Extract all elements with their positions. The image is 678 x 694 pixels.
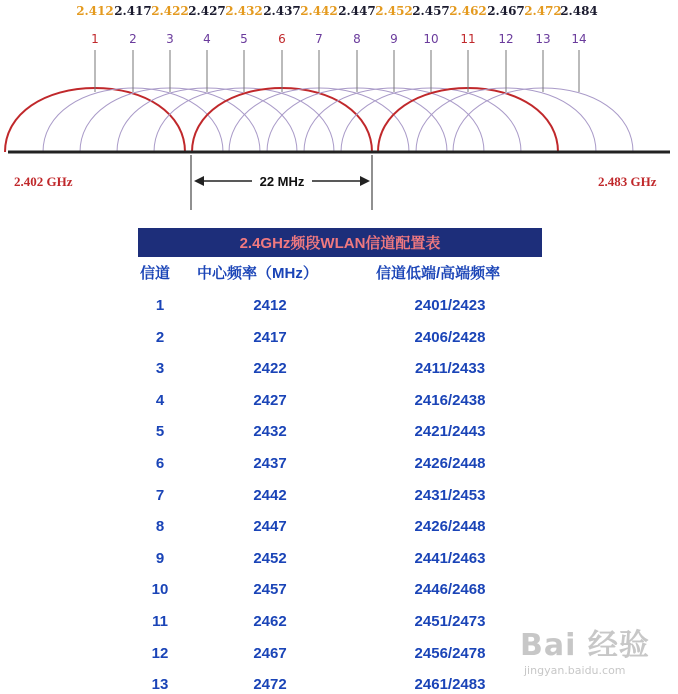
cell-center-frequency: 2452 [253,550,287,567]
cell-channel: 1 [155,297,165,314]
cell-channel: 2 [155,329,165,346]
frequency-label: 2.412 [76,4,114,18]
cell-frequency-range: 2426/2448 [414,455,486,472]
cell-center-frequency: 2432 [253,423,287,440]
header-center-frequency: 中心频率（MHz） [197,265,318,282]
channel-number-labels [91,32,586,46]
frequency-label: 2.457 [412,4,450,18]
baidu-watermark [520,620,670,690]
channel-number: 5 [240,32,248,46]
cell-channel: 5 [155,423,165,440]
cell-channel: 13 [151,676,169,693]
cell-center-frequency: 2472 [253,676,287,693]
cell-center-frequency: 2437 [253,455,287,472]
channel-number: 12 [498,32,514,46]
channel-number: 8 [353,32,361,46]
frequency-label: 2.472 [524,4,562,18]
cell-center-frequency: 2447 [253,518,287,535]
frequency-label: 2.427 [188,4,226,18]
bandwidth-arrowhead-left [194,176,204,186]
channel-number: 7 [315,32,323,46]
cell-center-frequency: 2427 [253,392,287,409]
channel-arcs [5,88,633,152]
channel-number: 3 [166,32,174,46]
bandwidth-arrowhead-right [360,176,370,186]
cell-channel: 8 [155,518,165,535]
cell-center-frequency: 2422 [253,360,287,377]
channel-overlap-diagram [0,0,678,215]
cell-channel: 10 [151,581,169,598]
cell-frequency-range: 2441/2463 [414,550,486,567]
cell-channel: 11 [152,613,168,630]
cell-center-frequency: 2457 [253,581,287,598]
cell-frequency-range: 2411/2433 [414,360,486,377]
frequency-label: 2.442 [300,4,338,18]
frequency-label: 2.484 [560,4,598,18]
cell-channel: 4 [155,392,165,409]
cell-channel: 6 [155,455,165,472]
cell-channel: 12 [151,645,169,662]
bandwidth-label: 22 MHz [259,174,305,189]
cell-frequency-range: 2426/2448 [414,518,486,535]
cell-frequency-range: 2451/2473 [414,613,486,630]
cell-frequency-range: 2456/2478 [414,645,486,662]
cell-channel: 9 [155,550,165,567]
channel-number: 10 [423,32,439,46]
frequency-label: 2.422 [151,4,189,18]
channel-number: 6 [278,32,286,46]
header-frequency-range: 信道低端/高端频率 [376,265,501,282]
header-channel: 信道 [140,265,171,282]
watermark-url: jingyan.baidu.com [524,664,626,677]
cell-frequency-range: 2421/2443 [414,423,486,440]
cell-frequency-range: 2406/2428 [414,329,486,346]
cell-frequency-range: 2446/2468 [414,581,486,598]
channel-arc [43,88,223,152]
channel-number: 2 [129,32,137,46]
frequency-label: 2.437 [263,4,301,18]
cell-channel: 7 [155,487,165,504]
channel-number: 13 [535,32,551,46]
channel-stems [95,50,579,92]
watermark-logo: Bai 经验 [520,628,650,663]
channel-number: 4 [203,32,211,46]
channel-number: 11 [460,32,476,46]
cell-frequency-range: 2431/2453 [414,487,486,504]
channel-number: 9 [390,32,398,46]
table-title: 2.4GHz频段WLAN信道配置表 [239,235,441,252]
cell-center-frequency: 2412 [253,297,287,314]
frequency-label: 2.467 [487,4,525,18]
frequency-label: 2.447 [338,4,376,18]
frequency-labels [76,4,598,18]
non-overlapping-channel-arc [378,88,558,152]
frequency-label: 2.432 [225,4,263,18]
frequency-label: 2.452 [375,4,413,18]
frequency-label: 2.462 [449,4,487,18]
cell-channel: 3 [155,360,165,377]
channel-number: 14 [571,32,587,46]
table-title-bar [138,228,542,257]
cell-center-frequency: 2462 [253,613,287,630]
cell-frequency-range: 2461/2483 [414,676,486,693]
cell-center-frequency: 2467 [253,645,287,662]
channel-number: 1 [91,32,99,46]
cell-frequency-range: 2416/2438 [414,392,486,409]
lower-edge-label: 2.402 GHz [14,174,73,189]
upper-edge-label: 2.483 GHz [598,174,657,189]
cell-center-frequency: 2442 [253,487,287,504]
cell-frequency-range: 2401/2423 [414,297,486,314]
cell-center-frequency: 2417 [253,329,287,346]
frequency-label: 2.417 [114,4,152,18]
